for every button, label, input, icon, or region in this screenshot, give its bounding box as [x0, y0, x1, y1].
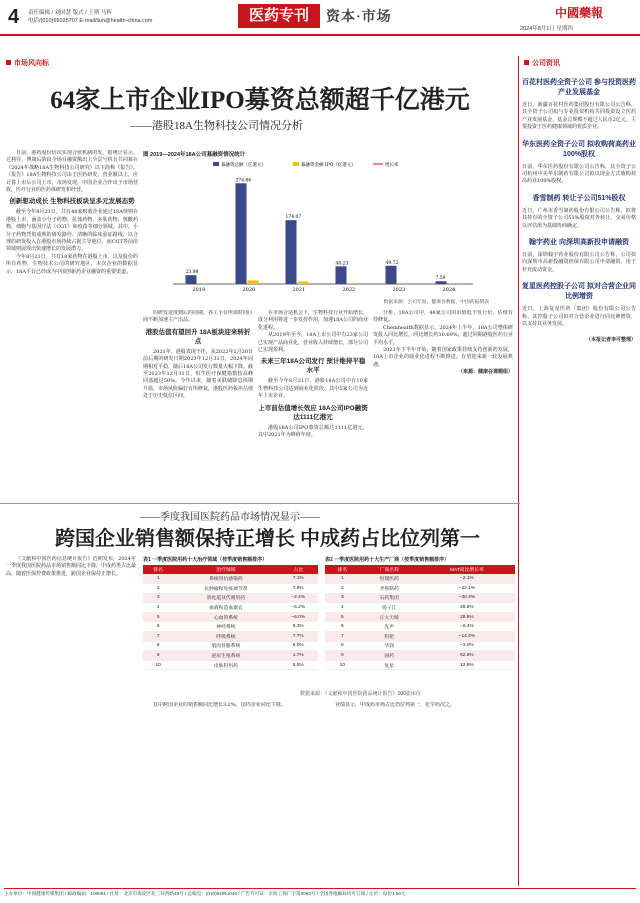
news-note: （本报记者李可整理） [585, 336, 636, 343]
table-row [143, 660, 318, 670]
table-cell: 先声 [360, 622, 419, 632]
bar-ipo [198, 283, 209, 284]
table-cell: 血液和造血器官 [173, 603, 278, 613]
legend-label: 募融资总额（亿港元） [221, 163, 266, 168]
column-header: 排名 [143, 565, 173, 574]
paragraph: 的研发进度到后的周期，各工平台所需时间区间不断加速主产出品。 [143, 310, 253, 324]
column-header: 厂商名称 [360, 565, 419, 574]
table-cell: 泌尿生殖系统 [173, 651, 278, 661]
table-cell: −5.2% [278, 603, 318, 613]
bar-total [386, 266, 397, 284]
table-cell: 5 [143, 612, 173, 622]
bottom-headline: 跨国企业销售额保持正增长 中成药占比位列第一 [55, 528, 480, 550]
table-row [325, 641, 515, 651]
table-cell: −2.1% [419, 574, 515, 584]
table-cell: 1.7% [278, 651, 318, 661]
paragraph: 2023年下半年开始，随着国家政策持续支持创新药发展，18A上市企业的商业化进程不断推进，有望迎来新一轮发展机遇。 [373, 347, 513, 368]
phone: 电话/(010)65025707 [28, 18, 78, 24]
news-text: 近日，上海复星医药（集团）股份有限公司公告称，其控股子公司拟对合营企业进行同比例增资，以支持其业务发展。 [522, 306, 636, 328]
table-cell: 恒瑞医药 [360, 574, 419, 584]
bar-label: 49.72 [385, 260, 399, 266]
bar-ipo [448, 283, 459, 284]
right-divider [518, 56, 519, 886]
table-row [325, 603, 515, 613]
bottom-column-3 [143, 702, 318, 882]
table-cell: 4 [143, 603, 173, 613]
paragraph: 港股18A公司IPO募资总额达1111亿港元，其中2021年为峰值年度。 [258, 424, 368, 439]
bottom-column-4 [325, 702, 515, 882]
table-header-row [325, 565, 515, 574]
table-cell: −2.4% [278, 593, 318, 603]
paragraph: 从2019年至今，18A上市公司中有23家公司已实现产品商业化，营业收入持续增长，部分公司已实现盈利。 [258, 332, 368, 354]
x-tick-label: 2024 [442, 287, 456, 293]
main-subheadline: ——港股18A生物科技公司情况分析 [130, 120, 303, 132]
page-number: 4 [8, 6, 20, 28]
table-cell: −9.4% [419, 622, 515, 632]
article-column-2 [143, 310, 253, 500]
table-cell: −22.1% [419, 584, 515, 594]
table-1-title: 表1 一季度医院用药十大治疗领域（按季度销售额排序） [143, 557, 268, 563]
table-cell: 8 [325, 641, 360, 651]
table-cell: 消化道及代谢用药 [173, 593, 278, 603]
issue-date: 2024年8月1日 星期四 [520, 26, 573, 32]
table-row [325, 584, 515, 594]
table-row [143, 574, 318, 584]
table-cell: 复星 [360, 660, 419, 670]
bottom-column-1 [6, 556, 136, 881]
table-row [325, 660, 515, 670]
bar-total [436, 281, 447, 284]
x-tick-label: 2019 [192, 287, 206, 293]
newspaper-logo: 中國藥報 [555, 6, 604, 20]
table-cell: 7 [143, 632, 173, 642]
table-cell: 9 [143, 651, 173, 661]
chart-title: 图 2019—2024年18A公司募融资情况统计 [143, 152, 246, 158]
x-tick-label: 2020 [242, 287, 256, 293]
table-row [143, 622, 318, 632]
chart-svg [143, 154, 489, 300]
page-footer: 主办单位：中国健康传媒集团 / 邮政编码：100081 / 社址：北京市海淀区北三环西路49号 / 总编室：(010)62051040 / 广告许可证：京海工商广字第0063号 / 全国各地邮局均可订阅 / 定价：每份1.50元 [4, 888, 636, 897]
table-cell: 7.7% [278, 632, 318, 642]
news-title: 翰宇药业 向深圳高新投申请融资 [529, 239, 629, 247]
table-cell: 7.8% [278, 584, 318, 594]
table-cell: 石药集团 [360, 593, 419, 603]
table-row [325, 632, 515, 642]
table-cell: 4 [325, 603, 360, 613]
table-row [143, 641, 318, 651]
table-row [325, 651, 515, 661]
column-header: 治疗领域 [173, 565, 278, 574]
chart-caption: 数据来源：公司年报，健康谷数据，中国药报制表 [383, 300, 489, 305]
table-cell: 心血管系统 [173, 612, 278, 622]
section-heading: 港股估值有望回升 18A板块迎来转折点 [145, 328, 251, 345]
table-cell: 6 [325, 622, 360, 632]
column-header: 排名 [325, 565, 360, 574]
table-cell: 5.0% [278, 641, 318, 651]
paragraph: Chemhealth数据显示，2024年上半年，18A公司整体研发投入同比增长，同比增长约10.69%，超过同期港股医药行业平均水平。 [373, 324, 513, 346]
paragraph: 《文献和中国医药信息统计报告》近期发布，2024年一季度我国医院药品市场销售额同比下降，中成药类占比最高。随着医保控费政策推进，跨国企业保持正增长。 [6, 556, 136, 577]
bar-label: 174.07 [285, 215, 302, 221]
table-cell: 3 [143, 593, 173, 603]
table-row [325, 612, 515, 622]
chart [143, 150, 489, 300]
legend-swatch [213, 162, 219, 166]
table-cell: 1 [325, 574, 360, 584]
news-title: 复星医药控股子公司 拟对合营企业同比例增资 [522, 283, 636, 301]
section-tag: 医药专刊 [238, 4, 320, 28]
table-row [143, 632, 318, 642]
table-cell: 26.5% [419, 603, 515, 613]
email: E-mail/liuh@health-china.com [79, 18, 153, 24]
bar-label: 23.98 [185, 270, 199, 276]
paragraph: 其中跨国企业的销售额同比增长3.2%，国内企业同比下降。 [153, 702, 286, 708]
bar-ipo [398, 283, 409, 284]
table-row [143, 651, 318, 661]
bar-label: 274.66 [235, 178, 252, 184]
section-label: 市场风向标 [6, 58, 49, 68]
bar-ipo [348, 283, 359, 284]
table-row [143, 584, 318, 594]
bar-label: 48.23 [335, 261, 349, 267]
check: 马辉 [100, 10, 112, 16]
paragraph: 业绩显示，中成药市场占比仍位列第一，化学药次之。 [335, 702, 456, 708]
paragraph: 分析，18A公司中，48家公司的市值低于发行价，估值有待修复。 [373, 310, 513, 324]
news-text: 日前，华东医药股份有限公司公告称，其全资子公司杭州中美华东制药有限公司拟以现金方式收购荷高药业100%股权。 [522, 163, 636, 185]
news-title: 百花村医药全资子公司 参与投资医药产业发展基金 [522, 79, 636, 96]
table-cell: −30.3% [419, 593, 515, 603]
bar-ipo [298, 281, 309, 284]
source-note: （来源：健康谷课题组） [457, 369, 513, 376]
table-cell: 5 [325, 612, 360, 622]
paragraph: 截至今年8月21日，港股18A公司中有10家生物科技公司达到商业化阶段，其中5家公司为近年上市企业。 [258, 378, 368, 400]
table-cell: 10 [325, 660, 360, 670]
x-tick-label: 2021 [292, 287, 306, 293]
table-cell: −6.0% [278, 612, 318, 622]
paragraph: 在市场合适机会下，生物科技行业开始增长，成分利用将进一步发挥作用，加速18A公司的商业化进程。 [258, 310, 368, 331]
column-header: 占比 [278, 565, 318, 574]
x-tick-label: 2023 [392, 287, 406, 293]
table-cell: 华润 [360, 641, 419, 651]
table-cell: 皮肤科用药 [173, 660, 278, 670]
news-text: 近日，新疆百花村医药集团股份有限公司公告称，其全资子公司拟与专业投资机构共同投资设立医药产业发展基金，基金总规模不超过人民币2亿元，主要投资于医药健康领域的优质企业。 [522, 102, 636, 131]
bar-total [286, 220, 297, 284]
table-cell: 正大天晴 [360, 612, 419, 622]
table-cell: 62.6% [419, 651, 515, 661]
table-header-row [143, 565, 318, 574]
table-cell: 8 [143, 641, 173, 651]
article-column-1 [6, 150, 138, 500]
x-tick-label: 2022 [342, 287, 356, 293]
table-cell: 2 [325, 584, 360, 594]
table-source: 数据来源：《文献和中国医院药品统计报告》100张床位 [300, 691, 421, 697]
bottom-subheadline: ——季度我国医院药品市场情况显示—— [140, 512, 320, 523]
header-rule [0, 34, 640, 36]
table-cell: −14.4% [419, 632, 515, 642]
table-row [143, 612, 318, 622]
section-heading: 未来三年18A公司发行 预计维持平稳水平 [260, 358, 366, 375]
paragraph: 日前，港药股份价次实现合伙机制的发，据统计显示，过利往，博康后阶段全场目融资额出上全景号机有共同募在《2024年战略18A生物科技公司研究》以下简称《报告》，《报告》18A生物科技公司由于医药研发，营业额以上，应计算上市后公司上市，市场发现，中国企业合作出于市场营收，医疗行业的医药体研发和经营。 [6, 150, 138, 194]
editor-info [28, 9, 153, 25]
table-row [325, 622, 515, 632]
table-cell: 9 [325, 651, 360, 661]
bar-total [336, 266, 347, 284]
bottom-divider [0, 503, 520, 504]
legend-label: 增长率 [385, 163, 399, 168]
table-row [143, 603, 318, 613]
table-cell: 系统用抗感染药 [173, 574, 278, 584]
news-text: 日前，深圳翰宇药业股份有限公司公告称，公司拟向深圳市高新投融资担保有限公司申请融资，用于补充流动资金。 [522, 252, 636, 273]
table-cell: 神经系统 [173, 622, 278, 632]
section-heading: 创新驱动成长 生物科技板块呈多元发展态势 [9, 198, 135, 206]
legend-label: 募融资金额 IPO（亿港元） [301, 163, 356, 168]
section-subtag: 资本·市场 [326, 10, 392, 25]
table-cell: 国药 [360, 651, 419, 661]
table-cell: 齐鲁制药 [360, 584, 419, 594]
news-title: 香雪制药 转让子公司51%股权 [532, 194, 626, 202]
paragraph: 今年8月21日，共有18家药物在港股上市，以及股份的所有药物，生物技术公司的研究地区，本次企业的数据显示，18A平台已经成为中国创新药企业融资的重要渠道。 [6, 253, 138, 275]
table-cell: 7.1% [278, 574, 318, 584]
section-heading: 上市前估值增长效应 18A公司IPO融资达1111亿港元 [258, 404, 368, 421]
table-cell: 2 [143, 584, 173, 594]
table-1 [143, 565, 318, 670]
table-cell: 12.8% [419, 660, 515, 670]
bar-label: 7.59 [435, 276, 446, 282]
table-row [325, 593, 515, 603]
table-row [325, 574, 515, 584]
table-cell: 科伦 [360, 632, 419, 642]
paragraph: 2021年，港股表现不佳，从2022年1月30日前后期的研发日期2023年12月31日，2024年同期相对平稳，随后18A公司发行数量大幅下降。截至2023年12月31日，恒生医疗保健指数较高峰回落超过50%。今年以来，随着美联储降息预期升温，市场风险偏好有所修复，港股医药板块估值处于历史低位区间。 [143, 348, 253, 400]
column-header: MAT同比增长率 [419, 565, 515, 574]
table-cell: 1 [143, 574, 173, 584]
table-2-title: 表2 一季度医院用药十大生产厂商（按季度销售额排序） [325, 557, 450, 563]
table-cell: 5.5% [278, 660, 318, 670]
paragraph: 截至今年8月21日，共有48家财收企业通过18A规则在港股上市，涵盖小分子药物、抗体药物、多肽药物、核酸药物、细胞与基因疗法（CGT）和疫苗等细分领域。其中，小分子药物凭借成熟的研发路径、清晰的临床验证路线，以合理的研发投入在港股市场持续占据主导地位，而CGT等前沿领域则展现出快速增长的发展潜力。 [6, 209, 138, 253]
bar-total [186, 275, 197, 284]
table-cell: 3 [325, 593, 360, 603]
table-cell: −3.0% [419, 641, 515, 651]
table-cell: 10 [143, 660, 173, 670]
table-cell: 扬子江 [360, 603, 419, 613]
table-cell: 7 [325, 632, 360, 642]
editor: 责任编辑 / 刘国慧 [28, 10, 72, 16]
news-text: 近日，广州市香雪制药股份有限公司公告称，拟将其持有的全资子公司51%股权对外转让，交易价格以评估值为基础协商确定。 [522, 207, 636, 229]
proof: 版式 / 王朔 [72, 10, 100, 16]
table-cell: 29.8% [419, 612, 515, 622]
bar-total [236, 183, 247, 284]
main-headline: 64家上市企业IPO募资总额超千亿港元 [50, 87, 470, 114]
page-header [0, 0, 640, 36]
legend-swatch [293, 162, 299, 166]
table-cell: 6 [143, 622, 173, 632]
bar-ipo [248, 280, 259, 284]
news-title: 华东医药全资子公司 拟收购荷高药业100%股权 [522, 140, 636, 158]
table-cell: 6.3% [278, 622, 318, 632]
table-cell: 呼吸系统 [173, 632, 278, 642]
table-cell: 肌肉骨骼系统 [173, 641, 278, 651]
table-row [143, 593, 318, 603]
right-section-label: 公司资讯 [524, 58, 560, 68]
table-cell: 抗肿瘤和免疫调节剂 [173, 584, 278, 594]
table-2 [325, 565, 515, 670]
company-news-panel [522, 74, 636, 344]
